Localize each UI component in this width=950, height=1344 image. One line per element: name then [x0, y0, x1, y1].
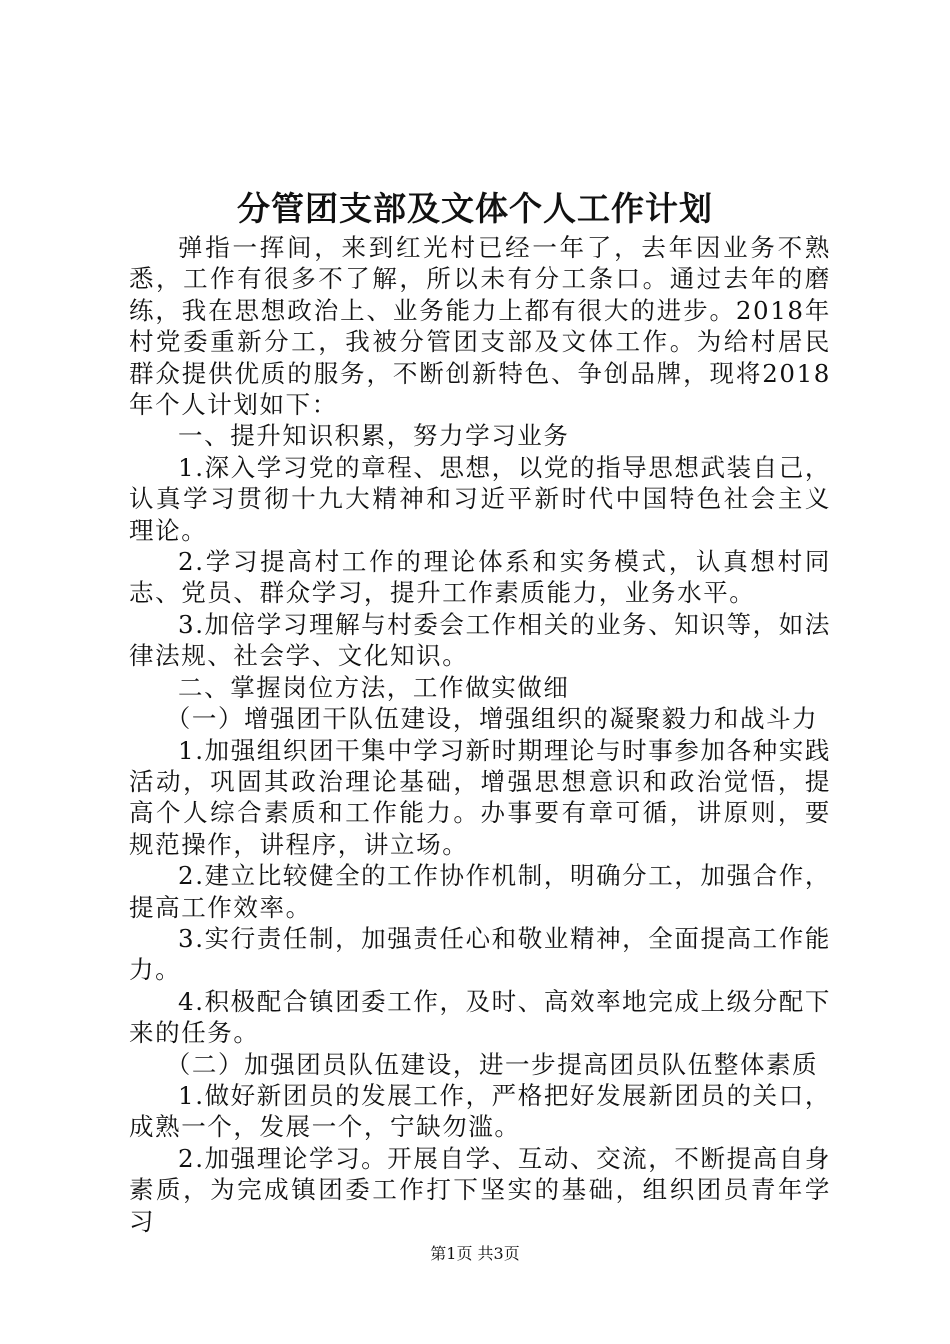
document-body — [129, 232, 831, 1237]
section-heading-2: 二、掌握岗位方法，工作做实做细 — [178, 672, 570, 702]
paragraph-item: 2.建立比较健全的工作协作机制，明确分工，加强合作，提高工作效率。 — [129, 861, 831, 922]
subsection-heading-1: （一）增强团干队伍建设，增强组织的凝聚毅力和战斗力 — [165, 704, 819, 734]
page-number-footer: 第1页 共3页 — [430, 1244, 520, 1263]
paragraph-item: 1.深入学习党的章程、思想，以党的指导思想武装自己，认真学习贯彻十九大精神和习近平新时代中国特色社会主义理论。 — [129, 452, 831, 545]
paragraph-item: 1.做好新团员的发展工作，严格把好发展新团员的关口，成熟一个，发展一个，宁缺勿滥。 — [129, 1080, 831, 1142]
paragraph-item: 1.加强组织团干集中学习新时期理论与时事参加各种实践活动，巩固其政治理论基础，增强思想意识和政治觉悟，提高个人综合素质和工作能力。办事要有章可循，讲原则，要规范操作，讲程序，讲立场。 — [129, 735, 831, 859]
paragraph-item: 2.学习提高村工作的理论体系和实务模式，认真想村同志、党员、群众学习，提升工作素质能力，业务水平。 — [129, 547, 831, 608]
subsection-heading-2: （二）加强团员队伍建设，进一步提高团员队伍整体素质 — [165, 1049, 819, 1079]
section-heading-1: 一、提升知识积累，努力学习业务 — [178, 421, 570, 451]
paragraph-item: 4.积极配合镇团委工作，及时、高效率地完成上级分配下来的任务。 — [129, 986, 831, 1048]
document-title: 分管团支部及文体个人工作计划 — [237, 189, 713, 228]
paragraph-item: 2.加强理论学习。开展自学、互动、交流，不断提高自身素质，为完成镇团委工作打下坚实的基础，组织团员青年学习 — [129, 1143, 831, 1236]
paragraph-item: 3.加倍学习理解与村委会工作相关的业务、知识等，如法律法规、社会学、文化知识。 — [129, 609, 831, 671]
paragraph-item: 3.实行责任制，加强责任心和敬业精神，全面提高工作能力。 — [129, 923, 831, 985]
paragraph-intro: 弹指一挥间，来到红光村已经一年了，去年因业务不熟悉，工作有很多不了解，所以未有分工条口。通过去年的磨练，我在思想政治上、业务能力上都有很大的进步。2018年村党委重新分工，我被分管团支部及文体工作。为给村居民群众提供优质的服务，不断创新特色、争创品牌，现将2018年个人计划如下： — [129, 233, 831, 420]
